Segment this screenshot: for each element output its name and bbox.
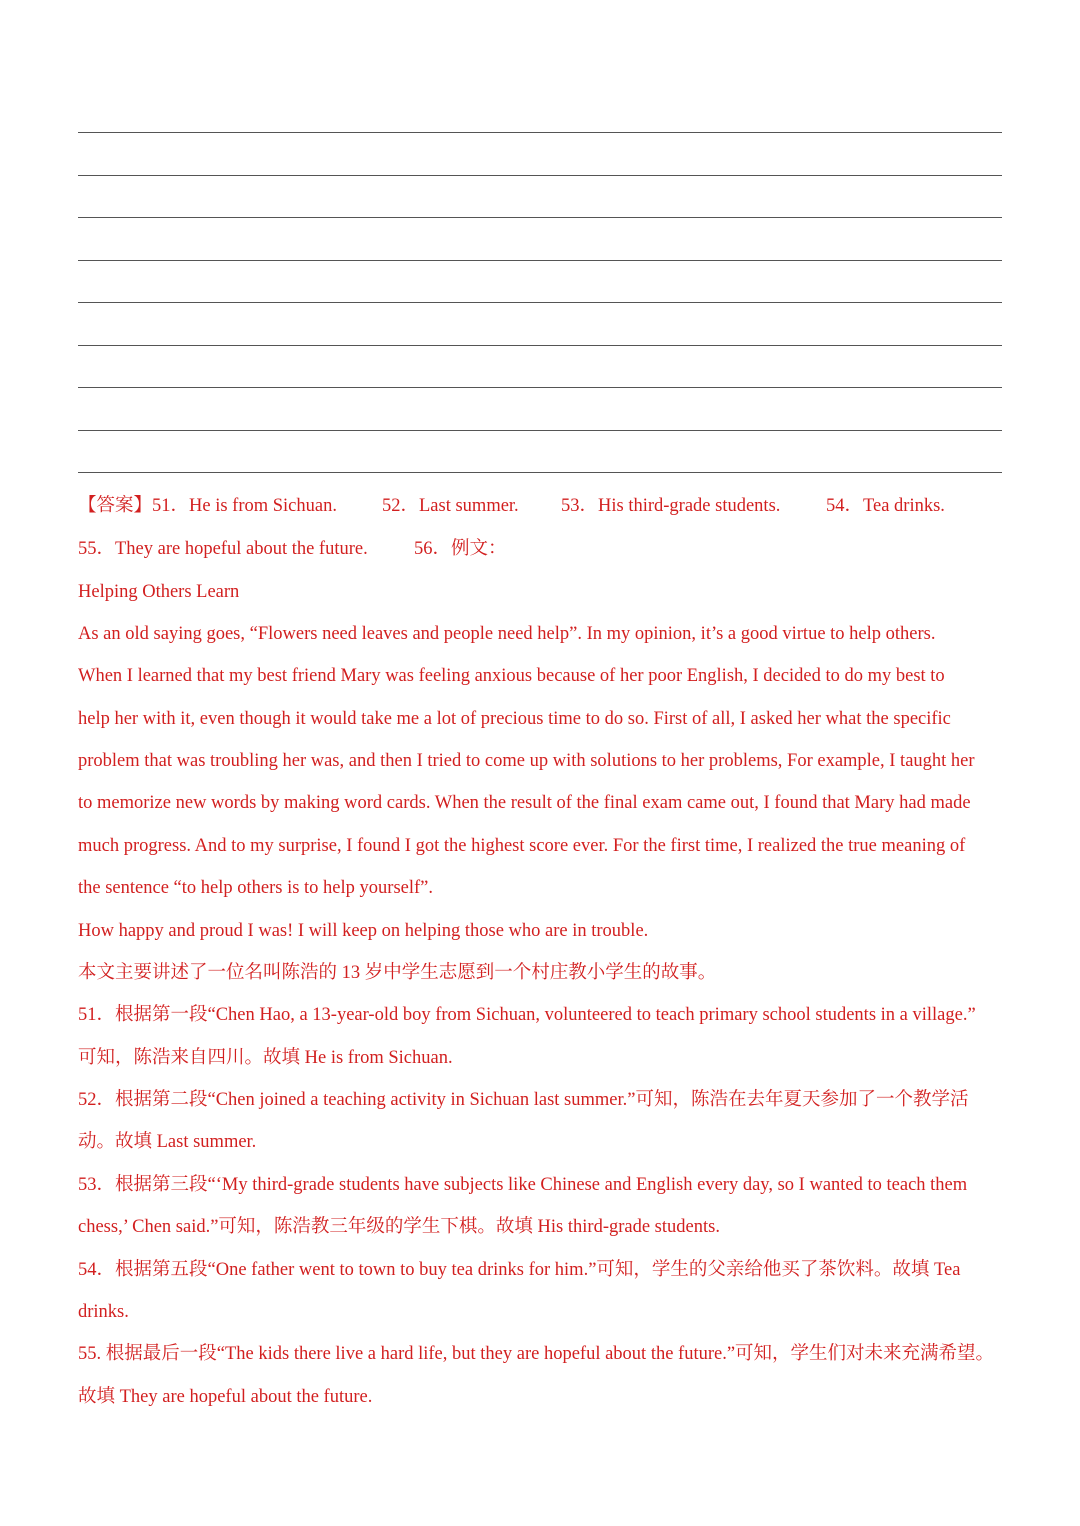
- explanation-line: drinks.: [78, 1302, 129, 1322]
- answer-row-2: [78, 537, 1008, 561]
- essay-line: much progress. And to my surprise, I found I got the highest score ever. For the first time, I realized the true meaning of: [78, 836, 966, 856]
- essay-line: help her with it, even though it would take me a lot of precious time to do so. First of all, I asked her what the specific: [78, 709, 951, 729]
- explanation-line: 可知，陈浩来自四川。故填 He is from Sichuan.: [78, 1048, 453, 1068]
- answer-52: 52．Last summer.: [382, 496, 519, 516]
- writing-line: [78, 387, 1002, 388]
- essay-line: problem that was troubling her was, and then I tried to come up with solutions to her problems, For example, I taught her: [78, 751, 975, 771]
- summary-text: 本文主要讲述了一位名叫陈浩的 13 岁中学生志愿到一个村庄教小学生的故事。: [78, 963, 717, 983]
- explanation-line: 故填 They are hopeful about the future.: [78, 1387, 373, 1407]
- essay-line: to memorize new words by making word cards. When the result of the final exam came out, I found that Mary had made: [78, 793, 971, 813]
- explanation-line: 动。故填 Last summer.: [78, 1132, 257, 1152]
- writing-line: [78, 175, 1002, 176]
- answer-53: 53．His third-grade students.: [561, 496, 781, 516]
- writing-line: [78, 430, 1002, 431]
- answer-51: 【答案】51．He is from Sichuan.: [78, 496, 337, 516]
- writing-line: [78, 132, 1002, 133]
- writing-line: [78, 217, 1002, 218]
- essay-line: When I learned that my best friend Mary was feeling anxious because of her poor English, I decided to do my best to: [78, 666, 945, 686]
- writing-line: [78, 260, 1002, 261]
- essay-title: Helping Others Learn: [78, 582, 240, 602]
- answer-55: 55．They are hopeful about the future.: [78, 539, 368, 559]
- explanation-line: 52．根据第二段“Chen joined a teaching activity in Sichuan last summer.”可知，陈浩在去年夏天参加了一个教学活: [78, 1090, 969, 1110]
- explanation-line: chess,’ Chen said.”可知，陈浩教三年级的学生下棋。故填 His third-grade students.: [78, 1217, 720, 1237]
- explanation-line: 54．根据第五段“One father went to town to buy tea drinks for him.”可知，学生的父亲给他买了茶饮料。故填 Tea: [78, 1260, 961, 1280]
- answer-56: 56．例文：: [414, 539, 507, 559]
- writing-line: [78, 345, 1002, 346]
- answer-54: 54．Tea drinks.: [826, 496, 945, 516]
- explanation-line: 55. 根据最后一段“The kids there live a hard life, but they are hopeful about the future.”可知，学生们对未来充满希望。: [78, 1344, 995, 1364]
- essay-line: How happy and proud I was! I will keep on helping those who are in trouble.: [78, 921, 649, 941]
- explanation-line: 53．根据第三段“‘My third-grade students have subjects like Chinese and English every day, so I wanted to teach them: [78, 1175, 968, 1195]
- explanation-line: 51．根据第一段“Chen Hao, a 13-year-old boy from Sichuan, volunteered to teach primary school students in a village.”: [78, 1005, 976, 1025]
- writing-line: [78, 472, 1002, 473]
- writing-line: [78, 302, 1002, 303]
- answer-row-1: [78, 494, 1008, 518]
- essay-line: the sentence “to help others is to help yourself”.: [78, 878, 433, 898]
- essay-line: As an old saying goes, “Flowers need leaves and people need help”. In my opinion, it’s a good virtue to help others.: [78, 624, 936, 644]
